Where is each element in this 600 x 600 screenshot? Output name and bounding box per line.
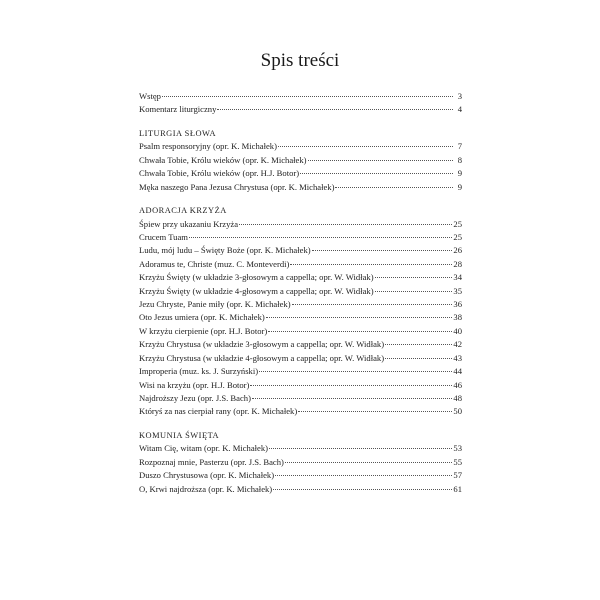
entry-page-number: 34 xyxy=(453,272,462,283)
entry-title: Najdroższy Jezu (opr. J.S. Bach) xyxy=(139,392,251,403)
page-title: Spis treści xyxy=(260,50,340,71)
entry-page-number: 43 xyxy=(453,352,462,363)
toc-entry xyxy=(139,405,462,418)
entry-page-number: 42 xyxy=(453,339,462,350)
entry-page-number: 28 xyxy=(453,258,462,269)
entry-page-number: 36 xyxy=(453,299,462,310)
toc-entry xyxy=(139,352,462,365)
entry-page-number: 48 xyxy=(453,392,462,403)
entry-title: Ludu, mój ludu – Święty Boże (opr. K. Michałek) xyxy=(139,245,311,256)
entry-title: Psalm responsoryjny (opr. K. Michałek) xyxy=(139,141,277,152)
entry-page-number: 9 xyxy=(457,168,462,179)
dot-leader xyxy=(162,96,453,97)
dot-leader xyxy=(292,304,453,305)
dot-leader xyxy=(273,489,452,490)
entry-page-number: 9 xyxy=(457,181,462,192)
entry-title: W krzyżu cierpienie (opr. H.J. Botor) xyxy=(139,325,268,336)
entry-title: Duszo Chrystusowa (opr. K. Michałek) xyxy=(139,470,275,481)
entry-page-number: 55 xyxy=(453,456,462,467)
toc-entry xyxy=(139,456,462,469)
dot-leader xyxy=(335,187,453,188)
toc-entry xyxy=(139,469,462,482)
toc-entry xyxy=(139,103,462,116)
entry-title: Rozpoznaj mnie, Pasterzu (opr. J.S. Bach) xyxy=(139,456,284,467)
toc-entry xyxy=(139,379,462,392)
entry-page-number: 61 xyxy=(453,483,462,494)
dot-leader xyxy=(285,462,453,463)
dot-leader xyxy=(312,250,453,251)
table-of-contents xyxy=(139,90,462,506)
dot-leader xyxy=(385,358,452,359)
entry-title: Chwała Tobie, Królu wieków (opr. K. Michałek) xyxy=(139,154,307,165)
entry-title: Jezu Chryste, Panie miły (opr. K. Michałek) xyxy=(139,299,291,310)
dot-leader xyxy=(266,317,453,318)
entry-page-number: 4 xyxy=(457,104,462,115)
dot-leader xyxy=(278,146,453,147)
entry-page-number: 57 xyxy=(453,470,462,481)
toc-section xyxy=(139,204,462,419)
section-heading: LITURGIA SŁOWA xyxy=(139,129,217,138)
toc-entry xyxy=(139,338,462,351)
dot-leader xyxy=(259,371,452,372)
toc-entry xyxy=(139,244,462,257)
toc-entry xyxy=(139,231,462,244)
entry-title: Wisi na krzyżu (opr. H.J. Botor) xyxy=(139,379,250,390)
dot-leader xyxy=(217,109,453,110)
entry-title: Komentarz liturgiczny xyxy=(139,104,217,115)
entry-page-number: 53 xyxy=(453,443,462,454)
entry-title: Krzyżu Święty (w układzie 3-głosowym a cappella; opr. W. Widłak) xyxy=(139,272,374,283)
dot-leader xyxy=(252,398,452,399)
entry-page-number: 46 xyxy=(453,379,462,390)
dot-leader xyxy=(189,237,452,238)
toc-section xyxy=(139,127,462,194)
entry-title: Wstęp xyxy=(139,91,161,101)
dot-leader xyxy=(298,411,452,412)
toc-entry xyxy=(139,392,462,405)
dot-leader xyxy=(239,224,452,225)
toc-entry xyxy=(139,154,462,167)
toc-entry xyxy=(139,325,462,338)
entry-page-number: 50 xyxy=(453,406,462,417)
toc-entry xyxy=(139,271,462,284)
entry-title: Krzyżu Chrystusa (w układzie 3-głosowym a cappella; opr. W. Widłak) xyxy=(139,339,385,350)
entry-title: Męka naszego Pana Jezusa Chrystusa (opr. K. Michałek) xyxy=(139,181,335,192)
entry-page-number: 3 xyxy=(457,91,462,101)
entry-page-number: 44 xyxy=(453,366,462,377)
toc-entry xyxy=(139,442,462,455)
entry-title: Chwała Tobie, Królu wieków (opr. H.J. Botor) xyxy=(139,168,300,179)
dot-leader xyxy=(375,277,453,278)
dot-leader xyxy=(300,173,453,174)
dot-leader xyxy=(275,475,452,476)
toc-entry xyxy=(139,285,462,298)
entry-page-number: 8 xyxy=(457,154,462,165)
entry-page-number: 40 xyxy=(453,325,462,336)
toc-entry xyxy=(139,218,462,231)
entry-title: Któryś za nas cierpiał rany (opr. K. Michałek) xyxy=(139,406,298,417)
entry-page-number: 26 xyxy=(453,245,462,256)
entry-page-number: 25 xyxy=(453,232,462,243)
toc-entry xyxy=(139,167,462,180)
toc-entry xyxy=(139,140,462,153)
entry-page-number: 25 xyxy=(453,218,462,229)
entry-title: Krzyżu Chrystusa (w układzie 4-głosowym a cappella; opr. W. Widłak) xyxy=(139,352,385,363)
entry-title: Improperia (muz. ks. J. Surzyński) xyxy=(139,366,259,377)
entry-title: Witam Cię, witam (opr. K. Michałek) xyxy=(139,443,269,454)
dot-leader xyxy=(385,344,452,345)
dot-leader xyxy=(308,160,454,161)
dot-leader xyxy=(250,385,452,386)
toc-entry xyxy=(139,258,462,271)
entry-title: Adoramus te, Christe (muz. C. Monteverdi) xyxy=(139,258,290,269)
toc-section xyxy=(139,90,462,117)
entry-title: Krzyżu Święty (w układzie 4-głosowym a cappella; opr. W. Widłak) xyxy=(139,285,374,296)
entry-page-number: 7 xyxy=(457,141,462,152)
entry-page-number: 35 xyxy=(453,285,462,296)
dot-leader xyxy=(375,291,453,292)
toc-entry xyxy=(139,181,462,194)
dot-leader xyxy=(290,264,452,265)
entry-title: O, Krwi najdroższa (opr. K. Michałek) xyxy=(139,483,273,494)
toc-entry xyxy=(139,483,462,496)
entry-title: Crucem Tuam xyxy=(139,232,188,243)
toc-entry xyxy=(139,90,462,103)
toc-entry xyxy=(139,298,462,311)
entry-title: Oto Jezus umiera (opr. K. Michałek) xyxy=(139,312,265,323)
entry-title: Śpiew przy ukazaniu Krzyża xyxy=(139,218,239,229)
dot-leader xyxy=(268,331,452,332)
toc-section xyxy=(139,429,462,496)
dot-leader xyxy=(269,448,452,449)
entry-page-number: 38 xyxy=(453,312,462,323)
section-heading: ADORACJA KRZYŻA xyxy=(139,206,227,216)
toc-entry xyxy=(139,311,462,324)
toc-entry xyxy=(139,365,462,378)
section-heading: KOMUNIA ŚWIĘTA xyxy=(139,430,220,440)
